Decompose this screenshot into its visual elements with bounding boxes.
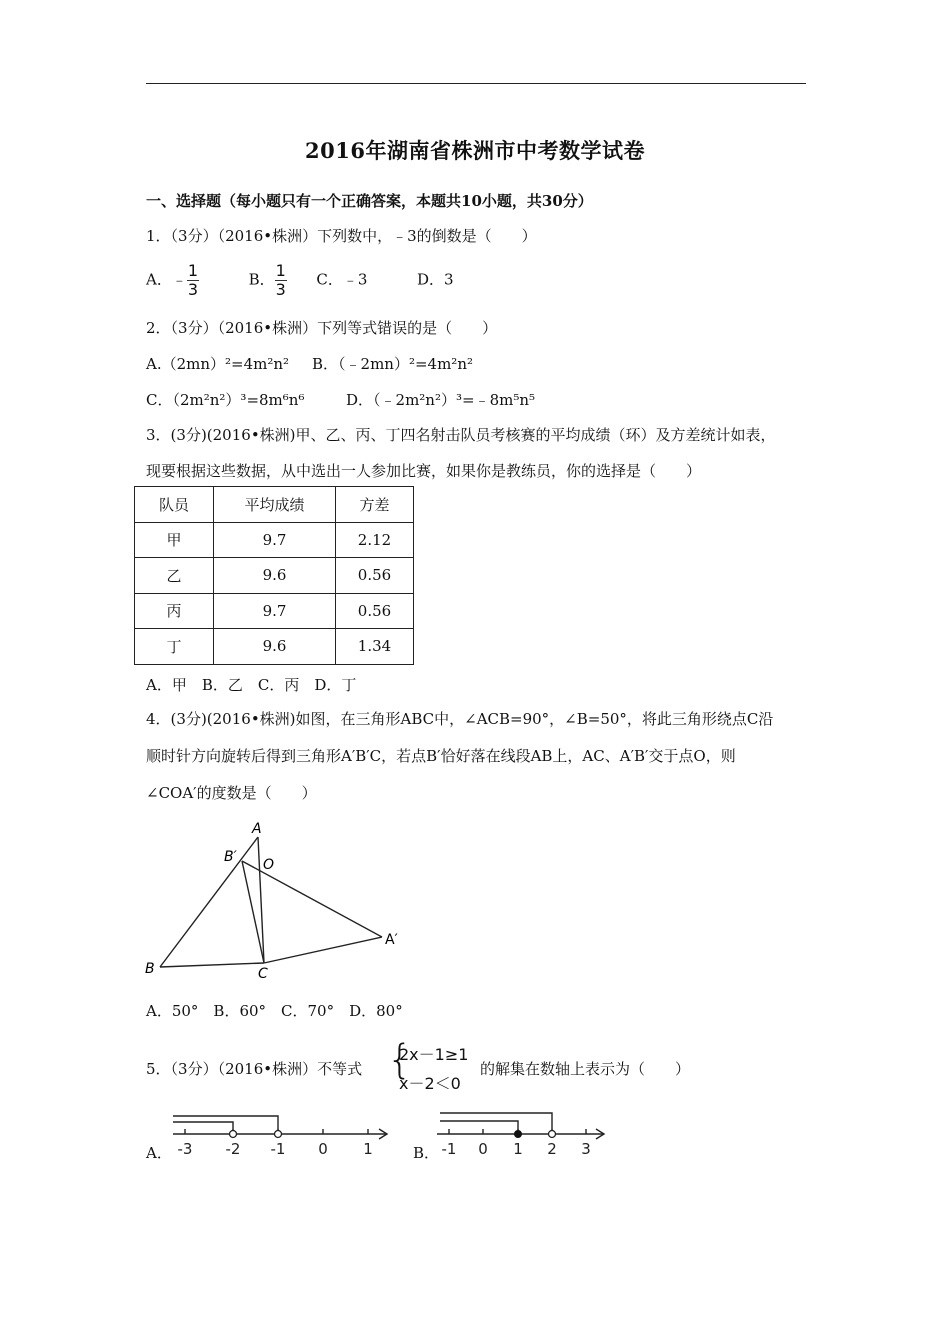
tick-label: 1 <box>363 1140 373 1158</box>
label-A: A <box>252 821 262 837</box>
segment-B-prime-C <box>242 861 264 963</box>
segment-A-prime-C <box>264 937 382 963</box>
tick-label: -2 <box>225 1140 241 1158</box>
table-header-cell: 队员 <box>135 487 214 523</box>
header-rule <box>146 83 806 84</box>
question-3-line-2: 现要根据这些数据，从中选出一人参加比赛，如果你是教练员，你的选择是（ ） <box>146 462 702 480</box>
question-1-options <box>146 262 454 299</box>
question-4-line-1: 4．(3分)(2016•株洲)如图，在三角形ABC中，∠ACB=90°，∠B=50°，将此三角形绕点C沿 <box>146 710 774 728</box>
tick-label: -1 <box>270 1140 286 1158</box>
table-cell: 1.34 <box>336 629 414 665</box>
table-cell: 甲 <box>135 522 214 558</box>
question-2-option-d: D．（﹣2m²n²）³=﹣8m⁵n⁵ <box>346 391 536 409</box>
segment-AB <box>160 837 258 967</box>
label-A-prime: A′ <box>385 932 398 948</box>
inequality-1: 2x－1≥1 <box>399 1045 469 1064</box>
q1-option-b-fraction: $\frac{1}{3}$ <box>275 261 286 299</box>
question-4-line-2: 顺时针方向旋转后得到三角形A′B′C，若点B′恰好落在线段AB上，AC、A′B′交于点O，则 <box>146 747 736 765</box>
range-bracket-1 <box>173 1122 233 1133</box>
table-cell: 9.6 <box>214 558 336 594</box>
question-5-option-a-label: A． <box>146 1144 172 1162</box>
inequality-system-brace: { <box>387 1037 413 1083</box>
table-cell: 丁 <box>135 629 214 665</box>
inequality-2: x－2＜0 <box>399 1074 461 1093</box>
question-2-stem: 2．（3分）（2016•株洲）下列等式错误的是（ ） <box>146 319 498 337</box>
segment-BC <box>160 963 264 967</box>
segment-AC <box>258 837 264 963</box>
question-2-option-c: C．（2m²n²）³=8m⁶n⁶ <box>146 391 305 409</box>
q1-option-a-label: A．﹣ <box>146 270 187 289</box>
table-cell: 9.6 <box>214 629 336 665</box>
tick-label: 3 <box>581 1140 591 1158</box>
open-point <box>275 1131 282 1138</box>
table-row <box>135 558 414 594</box>
tick-label: 0 <box>318 1140 328 1158</box>
q1-option-c: C．﹣3 <box>316 270 368 289</box>
score-table <box>134 486 414 665</box>
table-row <box>135 629 414 665</box>
number-line-option-b <box>432 1108 612 1160</box>
label-C: C <box>258 966 268 982</box>
range-bracket-2 <box>440 1121 518 1130</box>
tick-label: -3 <box>177 1140 193 1158</box>
question-3-line-1: 3．(3分)(2016•株洲)甲、乙、丙、丁四名射击队员考核赛的平均成绩（环）及方差统计如表， <box>146 426 776 444</box>
question-5-option-b-label: B． <box>413 1144 440 1162</box>
open-point <box>230 1131 237 1138</box>
label-B: B <box>145 961 155 977</box>
table-cell: 0.56 <box>336 593 414 629</box>
table-row <box>135 593 414 629</box>
table-cell: 0.56 <box>336 558 414 594</box>
tick-label: -1 <box>441 1140 457 1158</box>
number-line-option-a <box>165 1108 395 1160</box>
table-header-cell: 方差 <box>336 487 414 523</box>
triangle-rotation-figure <box>140 815 410 985</box>
table-header-row <box>135 487 414 523</box>
label-O: O <box>263 857 275 873</box>
table-header-cell: 平均成绩 <box>214 487 336 523</box>
tick-label: 0 <box>478 1140 488 1158</box>
label-B-prime: B′ <box>224 849 237 865</box>
q1-option-b-label: B． <box>248 270 275 289</box>
q1-option-d: D．3 <box>416 270 454 289</box>
closed-point <box>515 1131 522 1138</box>
question-4-options: A．50° B．60° C．70° D．80° <box>146 1002 403 1020</box>
table-cell: 9.7 <box>214 593 336 629</box>
question-5-stem-end: 的解集在数轴上表示为（ ） <box>480 1060 691 1078</box>
question-4-line-3: ∠COA′的度数是（ ） <box>146 784 317 802</box>
question-3-options: A．甲 B．乙 C．丙 D．丁 <box>146 676 357 694</box>
table-row <box>135 522 414 558</box>
question-2-option-b: B．（﹣2mn）²=4m²n² <box>312 355 473 373</box>
table-cell: 乙 <box>135 558 214 594</box>
page-title: 2016年湖南省株洲市中考数学试卷 <box>305 138 645 163</box>
question-1-stem: 1．（3分）（2016•株洲）下列数中，﹣3的倒数是（ ） <box>146 227 537 245</box>
table-cell: 2.12 <box>336 522 414 558</box>
tick-label: 2 <box>547 1140 557 1158</box>
question-5-stem-start: 5．（3分）（2016•株洲）不等式 <box>146 1060 363 1078</box>
question-2-option-a: A.（2mn）²=4m²n² <box>146 355 290 373</box>
tick-label: 1 <box>513 1140 523 1158</box>
table-cell: 丙 <box>135 593 214 629</box>
section-heading: 一、选择题（每小题只有一个正确答案，本题共10小题，共30分） <box>146 192 593 210</box>
q1-option-a-fraction: $\frac{1}{3}$ <box>187 261 199 299</box>
open-point <box>549 1131 556 1138</box>
table-cell: 9.7 <box>214 522 336 558</box>
range-bracket-2 <box>173 1116 278 1130</box>
